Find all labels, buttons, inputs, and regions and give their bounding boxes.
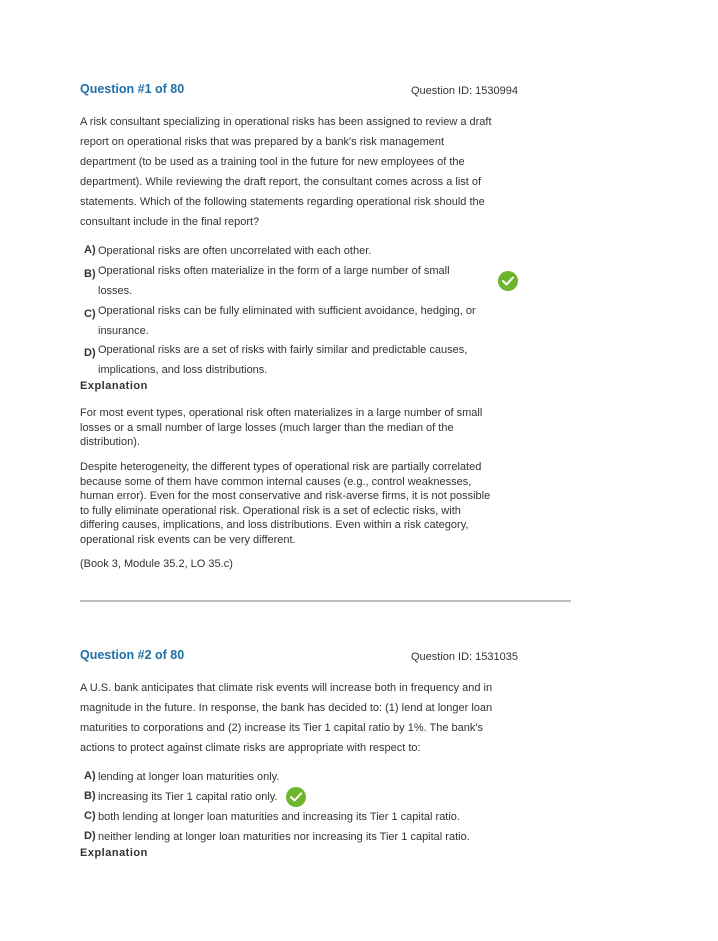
option-letter: A) xyxy=(84,770,96,782)
option-letter: B) xyxy=(84,790,96,802)
option-text: Operational risks are a set of risks with fairly similar and predictable causes, implications, and loss distributions. xyxy=(98,344,468,376)
explanation-heading: Explanation xyxy=(80,847,148,859)
question-id: Question ID: 1530994 xyxy=(410,85,518,97)
option-text: neither lending at longer loan maturities nor increasing its Tier 1 capital ratio. xyxy=(98,831,470,843)
question-title: Question #1 of 80 xyxy=(80,82,185,96)
option-text: Operational risks are often uncorrelated with each other. xyxy=(98,245,372,257)
checkmark-circle-icon xyxy=(498,271,518,291)
section-divider xyxy=(80,600,571,602)
explanation-heading: Explanation xyxy=(80,380,148,392)
answer-option-b[interactable] xyxy=(84,261,484,301)
checkmark-circle-icon xyxy=(286,787,306,807)
option-letter: D) xyxy=(84,347,96,359)
option-text: Operational risks can be fully eliminated with sufficient avoidance, hedging, or insurance. xyxy=(98,305,476,337)
question-2 xyxy=(80,648,518,868)
option-letter: C) xyxy=(84,308,96,320)
question-stem: A U.S. bank anticipates that climate risk events will increase both in frequency and in magnitude in the future. In response, the bank has decided to: (1) lend at longer loan maturities to corporations and (2) increase its Tier 1 capital ratio by 1%. The bank's actions to protect against climate risks are appropriate with respect to: xyxy=(80,682,493,754)
option-text: lending at longer loan maturities only. xyxy=(98,771,280,783)
answer-option-c[interactable] xyxy=(84,301,484,341)
option-text: both lending at longer loan maturities and increasing its Tier 1 capital ratio. xyxy=(98,811,460,823)
answer-option-d[interactable] xyxy=(84,340,484,380)
question-stem: A risk consultant specializing in operational risks has been assigned to review a draft report on operational risks that was prepared by a bank's risk management department (to be used as a training tool in the future for new employees of the department). While reviewing the draft report, the consultant comes across a list of statements. Which of the following statements regarding operational risk should the consultant include in the final report? xyxy=(80,116,492,228)
option-letter: A) xyxy=(84,244,96,256)
option-letter: D) xyxy=(84,830,96,842)
option-text: increasing its Tier 1 capital ratio only. xyxy=(98,791,278,803)
explanation-paragraph: For most event types, operational risk often materializes in a large number of small losses or a small number of large losses (much larger than the median of the distribution). xyxy=(80,407,483,448)
question-1 xyxy=(80,82,518,582)
explanation-paragraph: Despite heterogeneity, the different types of operational risk are partially correlated because some of them have common internal causes (e.g., control weaknesses, human error). Even for the most conservative and risk-averse firms, it is not possible to fully eliminate operational risk. Operational risk is a set of eclectic risks, with differing causes, implications, and loss distributions. Even within a risk category, operational risk events can be very different. xyxy=(80,461,491,546)
option-letter: B) xyxy=(84,268,96,280)
question-title: Question #2 of 80 xyxy=(80,648,185,662)
reference-note: (Book 3, Module 35.2, LO 35.c) xyxy=(80,558,233,570)
question-id: Question ID: 1531035 xyxy=(410,651,518,663)
option-letter: C) xyxy=(84,810,96,822)
option-text: Operational risks often materialize in the form of a large number of small losses. xyxy=(98,265,450,297)
